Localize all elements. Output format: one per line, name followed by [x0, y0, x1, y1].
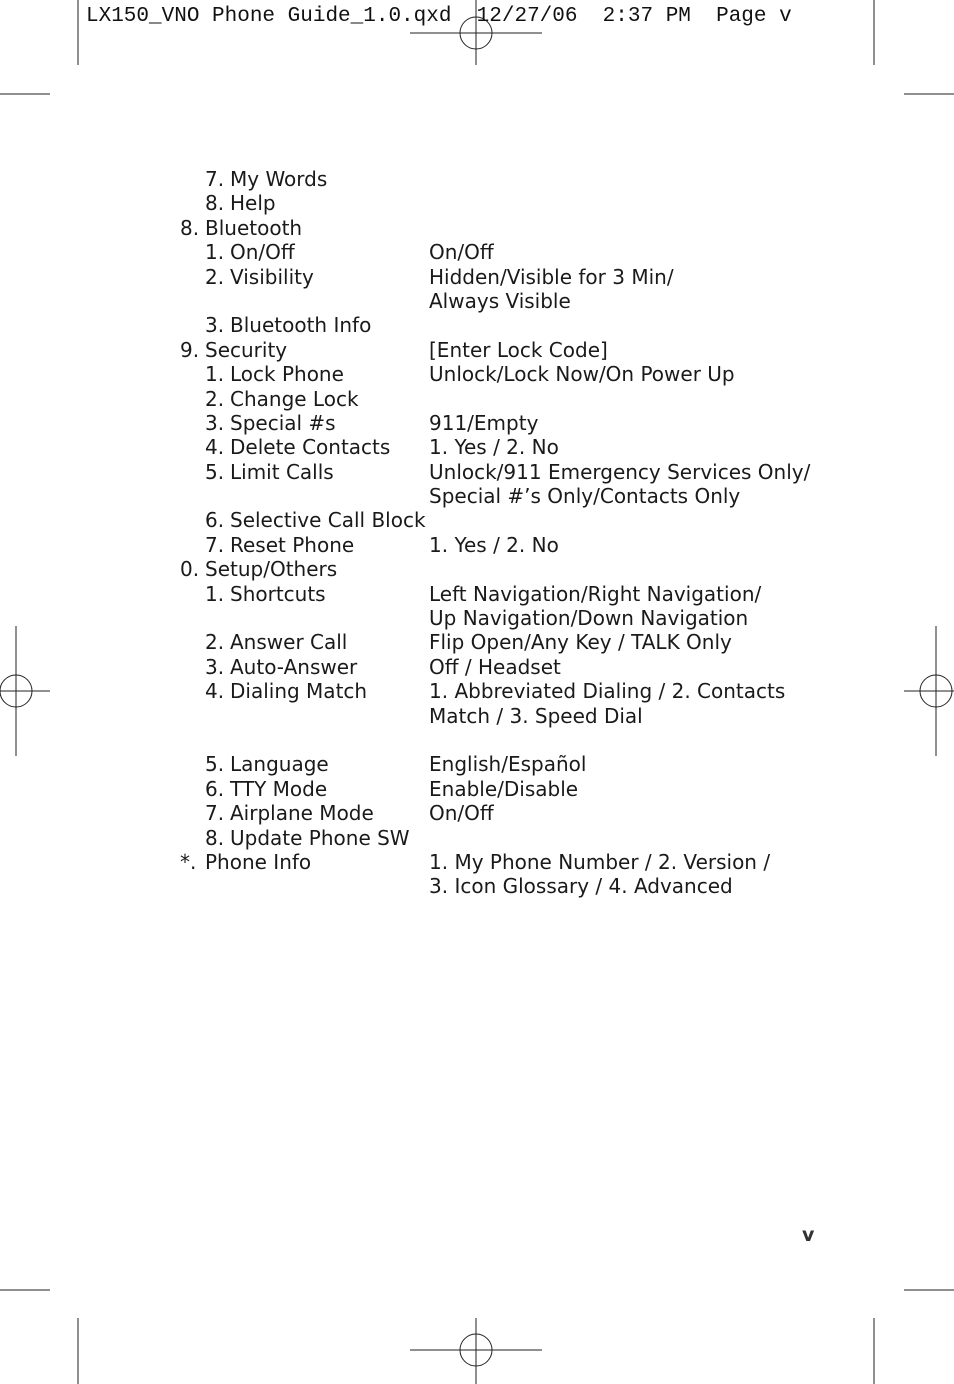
- menu-item-label: Visibility: [230, 264, 314, 289]
- menu-item-options: 1. Yes / 2. No: [429, 435, 559, 460]
- menu-item-label: Lock Phone: [230, 362, 344, 387]
- menu-item-number: 8.: [205, 825, 225, 850]
- menu-row: [0, 387, 954, 411]
- menu-item-label: Special #s: [230, 410, 336, 435]
- menu-item-options: English/Español: [429, 752, 587, 777]
- menu-item-number: 2.: [205, 264, 225, 289]
- menu-item-number: 4.: [205, 679, 225, 704]
- menu-row: [0, 777, 954, 801]
- menu-item-options: 911/Empty: [429, 410, 539, 435]
- menu-item-options: 1. My Phone Number / 2. Version /: [429, 849, 771, 874]
- menu-item-options: Always Visible: [429, 288, 571, 313]
- menu-item-label: Change Lock: [230, 386, 359, 411]
- menu-item-options: Flip Open/Any Key / TALK Only: [429, 630, 732, 655]
- menu-item-options: Enable/Disable: [429, 776, 579, 801]
- menu-item-options: [Enter Lock Code]: [429, 337, 608, 362]
- menu-item-number: 5.: [205, 459, 225, 484]
- menu-item-number: 4.: [205, 435, 225, 460]
- menu-row: [0, 826, 954, 850]
- menu-row: [0, 630, 954, 654]
- menu-item-options: Unlock/911 Emergency Services Only/: [429, 459, 811, 484]
- menu-row: [0, 484, 954, 508]
- menu-item-label: Help: [230, 191, 276, 216]
- menu-item-options: Special #’s Only/Contacts Only: [429, 484, 741, 509]
- menu-item-label: TTY Mode: [230, 776, 328, 801]
- menu-row: [0, 874, 954, 898]
- print-slug-line: LX150_VNO Phone Guide_1.0.qxd 12/27/06 2:37 PM Page v: [86, 5, 792, 28]
- menu-row: [0, 435, 954, 459]
- menu-item-label: Bluetooth Info: [230, 313, 372, 338]
- menu-item-label: My Words: [230, 167, 328, 191]
- menu-item-number: 7.: [205, 532, 225, 557]
- menu-item-number: 1.: [205, 240, 225, 265]
- menu-item-number: 8.: [180, 215, 200, 240]
- menu-row: [0, 265, 954, 289]
- menu-item-options: 3. Icon Glossary / 4. Advanced: [429, 874, 733, 899]
- menu-row: [0, 191, 954, 215]
- menu-item-number: 5.: [205, 752, 225, 777]
- menu-item-number: 3.: [205, 313, 225, 338]
- menu-item-number: 2.: [205, 386, 225, 411]
- menu-item-label: Dialing Match: [230, 679, 368, 704]
- menu-item-number: 8.: [205, 191, 225, 216]
- menu-row: [0, 655, 954, 679]
- menu-item-label: Security: [205, 337, 288, 362]
- menu-item-options: Unlock/Lock Now/On Power Up: [429, 362, 735, 387]
- menu-row: [0, 801, 954, 825]
- menu-row: [0, 460, 954, 484]
- menu-item-label: Bluetooth: [205, 215, 303, 240]
- menu-row: [0, 216, 954, 240]
- menu-item-options: 1. Abbreviated Dialing / 2. Contacts: [429, 679, 786, 704]
- menu-row: [0, 411, 954, 435]
- menu-row: [0, 557, 954, 581]
- menu-item-options: On/Off: [429, 240, 494, 265]
- menu-item-number: 1.: [205, 581, 225, 606]
- menu-row: [0, 289, 954, 313]
- menu-row: [0, 240, 954, 264]
- menu-item-label: Setup/Others: [205, 557, 338, 582]
- menu-item-options: Off / Headset: [429, 654, 561, 679]
- menu-row: [0, 582, 954, 606]
- menu-item-label: Auto-Answer: [230, 654, 358, 679]
- menu-item-number: 3.: [205, 654, 225, 679]
- menu-row: [0, 508, 954, 532]
- menu-item-options: On/Off: [429, 801, 494, 826]
- menu-item-label: Phone Info: [205, 849, 312, 874]
- menu-item-options: Hidden/Visible for 3 Min/: [429, 264, 674, 289]
- menu-item-label: Airplane Mode: [230, 801, 374, 826]
- menu-row: [0, 606, 954, 630]
- menu-item-label: Shortcuts: [230, 581, 326, 606]
- menu-item-options: Left Navigation/Right Navigation/: [429, 581, 762, 606]
- menu-item-number: 6.: [205, 508, 225, 533]
- page-number: v: [802, 1224, 815, 1246]
- menu-item-label: Selective Call Block: [230, 508, 426, 533]
- menu-row: [0, 728, 954, 752]
- menu-row: [0, 313, 954, 337]
- menu-item-label: Language: [230, 752, 329, 777]
- menu-item-label: Update Phone SW: [230, 825, 410, 850]
- menu-item-options: Up Navigation/Down Navigation: [429, 606, 749, 631]
- menu-row: [0, 338, 954, 362]
- menu-item-number: 3.: [205, 410, 225, 435]
- menu-item-number: 0.: [180, 557, 200, 582]
- menu-item-number: 7.: [205, 801, 225, 826]
- menu-item-number: *.: [180, 849, 197, 874]
- menu-row: [0, 362, 954, 386]
- menu-item-number: 9.: [180, 337, 200, 362]
- menu-item-number: 2.: [205, 630, 225, 655]
- menu-row: [0, 752, 954, 776]
- menu-row: [0, 167, 954, 191]
- menu-item-label: Delete Contacts: [230, 435, 391, 460]
- menu-row: [0, 704, 954, 728]
- menu-item-label: On/Off: [230, 240, 295, 265]
- menu-item-label: Limit Calls: [230, 459, 334, 484]
- menu-row: [0, 679, 954, 703]
- menu-item-label: Answer Call: [230, 630, 348, 655]
- menu-item-options: 1. Yes / 2. No: [429, 532, 559, 557]
- menu-tree-list: [0, 167, 954, 899]
- menu-item-number: 1.: [205, 362, 225, 387]
- menu-row: [0, 850, 954, 874]
- menu-item-number: 6.: [205, 776, 225, 801]
- menu-item-options: Match / 3. Speed Dial: [429, 703, 643, 728]
- menu-row: [0, 533, 954, 557]
- menu-item-label: Reset Phone: [230, 532, 355, 557]
- menu-item-number: 7.: [205, 167, 225, 191]
